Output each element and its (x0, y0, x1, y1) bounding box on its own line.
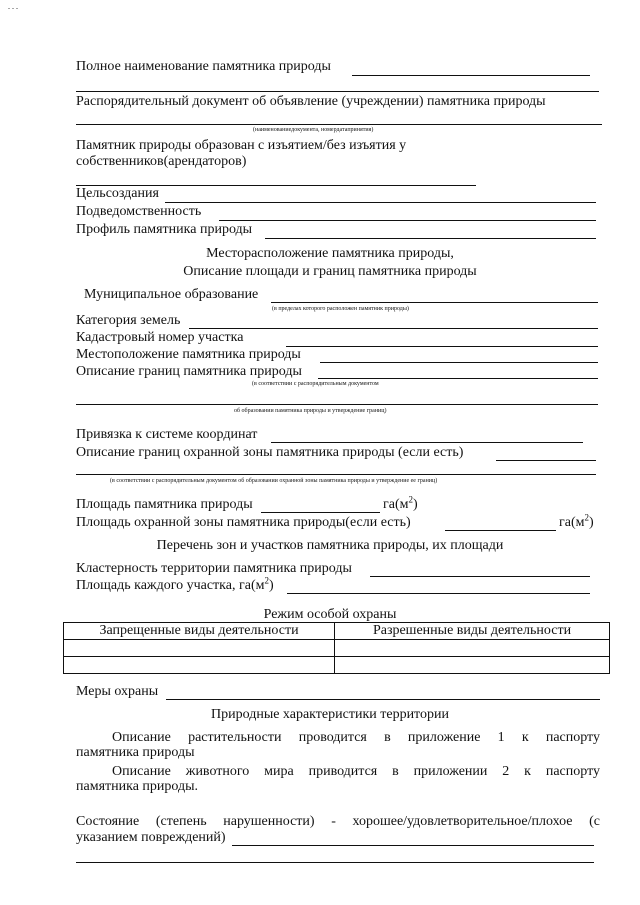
monument-area-label: Площадь памятника природы (76, 497, 253, 512)
purpose-label: Цельсоздания (76, 186, 159, 201)
table-header-row (64, 623, 610, 640)
monument-area-unit: $га(м^2)$ (383, 494, 418, 512)
col-prohibited-header: Запрещенные виды деятельности (64, 623, 335, 640)
buffer-field[interactable] (496, 460, 596, 461)
borders-field-line2[interactable] (76, 404, 598, 405)
doc-field[interactable] (76, 124, 602, 125)
measures-label: Меры охраны (76, 684, 159, 699)
borders-hint1: (в соответствии с распорядительным документом (252, 381, 379, 387)
table-row (64, 640, 610, 657)
formed-line2: собственников(арендаторов) (76, 154, 247, 169)
land-category-label: Категория земель (76, 313, 181, 328)
buffer-hint: (в соответствии с распорядительным документом об образовании охранной зоны памятника природы и утверждение ее границ) (110, 478, 438, 484)
coords-field[interactable] (271, 442, 583, 443)
profile-label: Профиль памятника природы (76, 222, 253, 237)
flora-line1: Описание растительности проводится в приложение 1 к паспорту (112, 730, 600, 745)
plot-area-field[interactable] (287, 593, 590, 594)
municipality-label: Муниципальное образование (84, 287, 259, 302)
purpose-field[interactable] (165, 202, 596, 203)
subordination-label: Подведомственность (76, 204, 202, 219)
fauna-line1: Описание животного мира приводится в приложении 2 к паспорту (112, 764, 600, 779)
flora-line2: памятника природы (76, 745, 195, 760)
state-line1: Состояние (степень нарушенности) - хорошее/удовлетворительное/плохое (с (76, 814, 600, 829)
full-name-field-line2[interactable] (76, 91, 599, 92)
location-heading-line1: Месторасположение памятника природы, (206, 246, 454, 261)
buffer-label: Описание границ охранной зоны памятника природы (если есть) (76, 445, 464, 460)
borders-label: Описание границ памятника природы (76, 364, 302, 379)
buffer-area-label: Площадь охранной зоны памятника природы(если есть) (76, 515, 411, 530)
coords-label: Привязка к системе координат (76, 427, 258, 442)
buffer-area-field[interactable] (445, 530, 556, 531)
allowed-cell[interactable] (335, 640, 610, 657)
cluster-field[interactable] (370, 576, 590, 577)
monument-area-field[interactable] (261, 512, 380, 513)
measures-field[interactable] (166, 699, 600, 700)
doc-label: Распорядительный документ об объявление (учреждении) памятника природы (76, 94, 546, 109)
subordination-field[interactable] (219, 220, 596, 221)
zones-heading: Перечень зон и участков памятника природы, их площади (156, 538, 504, 553)
scan-corner-marks: . . . (8, 2, 18, 11)
land-category-field[interactable] (189, 328, 598, 329)
cadastral-field[interactable] (286, 346, 598, 347)
borders-field[interactable] (318, 378, 598, 379)
municipality-hint: (в пределах которого расположен памятник природы) (272, 306, 409, 312)
full-name-field[interactable] (352, 75, 590, 76)
place-label: Местоположение памятника природы (76, 347, 301, 362)
table-row (64, 657, 610, 674)
allowed-cell[interactable] (335, 657, 610, 674)
col-allowed-header: Разрешенные виды деятельности (335, 623, 610, 640)
plot-area-label: Площадь каждого участка, $га(м^2)$ (76, 575, 274, 593)
buffer-area-unit: $га(м^2)$ (559, 512, 594, 530)
full-name-label: Полное наименование памятника природы (76, 59, 331, 74)
state-field[interactable] (232, 845, 594, 846)
protection-heading: Режим особой охраны (263, 607, 397, 622)
profile-field[interactable] (265, 238, 596, 239)
cluster-label: Кластерность территории памятника природы (76, 561, 352, 576)
cadastral-label: Кадастровый номер участка (76, 330, 244, 345)
buffer-field-line2[interactable] (76, 474, 596, 475)
fauna-line2: памятника природы. (76, 779, 199, 794)
prohibited-cell[interactable] (64, 640, 335, 657)
protection-table (63, 622, 610, 674)
prohibited-cell[interactable] (64, 657, 335, 674)
borders-hint2: об образовании памятника природы и утверждение границ) (234, 408, 387, 414)
place-field[interactable] (320, 362, 598, 363)
location-heading-line2: Описание площади и границ памятника природы (183, 264, 477, 279)
formed-line1: Памятник природы образован с изъятием/без изъятия у (76, 138, 407, 153)
doc-hint: (наименованиедокумента, номердатапринятия) (253, 127, 374, 133)
nature-heading: Природные характеристики территории (211, 707, 449, 722)
state-line2: указанием повреждений) (76, 830, 226, 845)
municipality-field[interactable] (271, 302, 598, 303)
state-field-line2[interactable] (76, 862, 594, 863)
